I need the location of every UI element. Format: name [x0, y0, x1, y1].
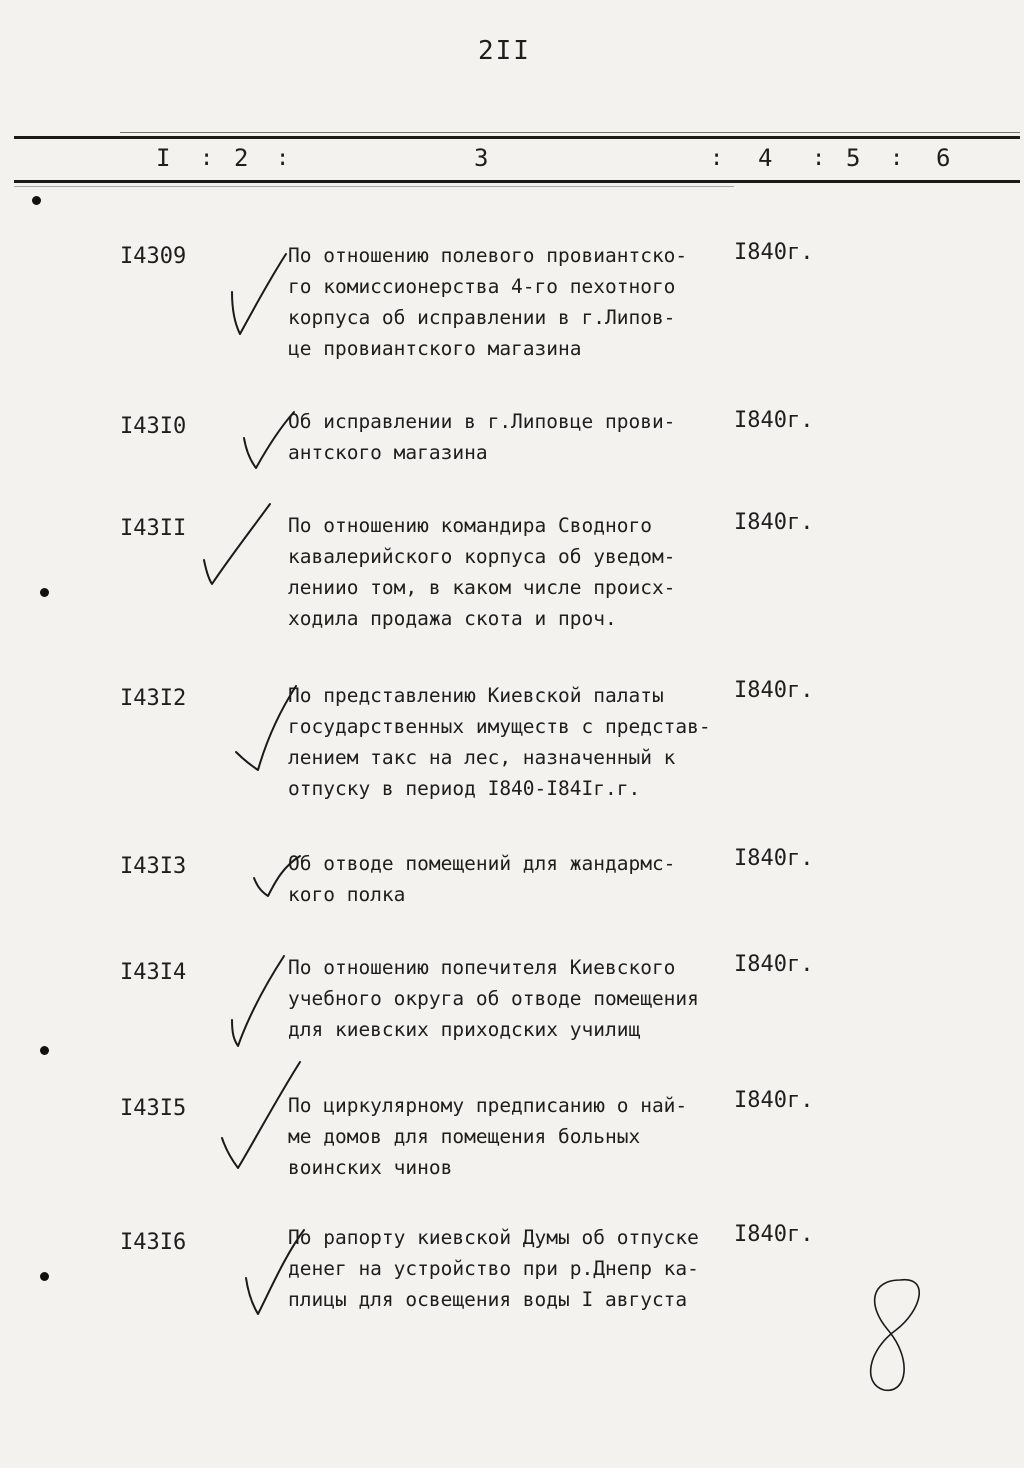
entry-description: По представлению Киевской палаты государственных имуществ с представ- лением такс на лес, назначенный к отпуску в период I840-I84Iг.г.: [288, 684, 711, 800]
entry-year: I840г.: [734, 1222, 814, 1247]
entry-year: I840г.: [734, 952, 814, 977]
check-mark-icon: [232, 956, 284, 1046]
column-separator: :: [710, 146, 724, 171]
check-mark-icon: [232, 254, 286, 334]
entry-year: I840г.: [734, 1088, 814, 1113]
entry-description: По циркулярному предписанию о най- ме домов для помещения больных воинских чинов: [288, 1094, 688, 1179]
entry-description: По отношению полевого провиантско- го комиссионерства 4-го пехотного корпуса об исправлении в г.Липов- це провиантского магазина: [288, 244, 688, 360]
column-header-4: 4: [758, 144, 773, 172]
entry-description: По отношению попечителя Киевского учебного округа об отводе помещения для киевских приходских училищ: [288, 956, 699, 1041]
check-mark-icon: [236, 686, 296, 770]
entry-year: I840г.: [734, 408, 814, 433]
binder-hole-icon: [40, 588, 49, 597]
binder-hole-icon: [32, 196, 41, 205]
check-mark-icon: [222, 1062, 300, 1168]
entry-number: I43II: [120, 516, 187, 541]
entry-description: Об отводе помещений для жандармс- кого полка: [288, 852, 676, 906]
column-separator: :: [200, 146, 214, 171]
column-separator: :: [890, 146, 904, 171]
entry-number: I4309: [120, 244, 187, 269]
entry-description: По отношению командира Сводного кавалерийского корпуса об уведом- лениио том, в каком числе происх- ходила продажа скота и проч.: [288, 514, 676, 630]
column-header-2: 2: [234, 144, 249, 172]
check-mark-icon: [244, 412, 294, 468]
entry-number: I43I5: [120, 1096, 187, 1121]
check-mark-icon: [246, 1230, 304, 1314]
entry-year: I840г.: [734, 678, 814, 703]
binder-hole-icon: [40, 1272, 49, 1281]
column-header-1: I: [156, 144, 171, 172]
column-header-3: 3: [474, 144, 489, 172]
column-separator: :: [812, 146, 826, 171]
check-mark-icon: [254, 856, 300, 896]
binder-hole-icon: [40, 1046, 49, 1055]
pencil-annotation-icon: [871, 1280, 920, 1391]
column-header-5: 5: [846, 144, 861, 172]
check-mark-icon: [204, 504, 270, 584]
entry-year: I840г.: [734, 240, 814, 265]
column-separator: :: [276, 146, 290, 171]
entry-year: I840г.: [734, 846, 814, 871]
column-header-6: 6: [936, 144, 951, 172]
entry-number: I43I0: [120, 414, 187, 439]
entry-year: I840г.: [734, 510, 814, 535]
entry-description: По рапорту киевской Думы об отпуске денег на устройство при р.Днепр ка- плицы для освещения воды I августа: [288, 1226, 699, 1311]
entry-number: I43I6: [120, 1230, 187, 1255]
entry-number: I43I4: [120, 960, 187, 985]
entry-number: I43I3: [120, 854, 187, 879]
entry-number: I43I2: [120, 686, 187, 711]
entry-description: Об исправлении в г.Липовце прови- антского магазина: [288, 410, 676, 464]
page-number: 2II: [478, 36, 531, 66]
